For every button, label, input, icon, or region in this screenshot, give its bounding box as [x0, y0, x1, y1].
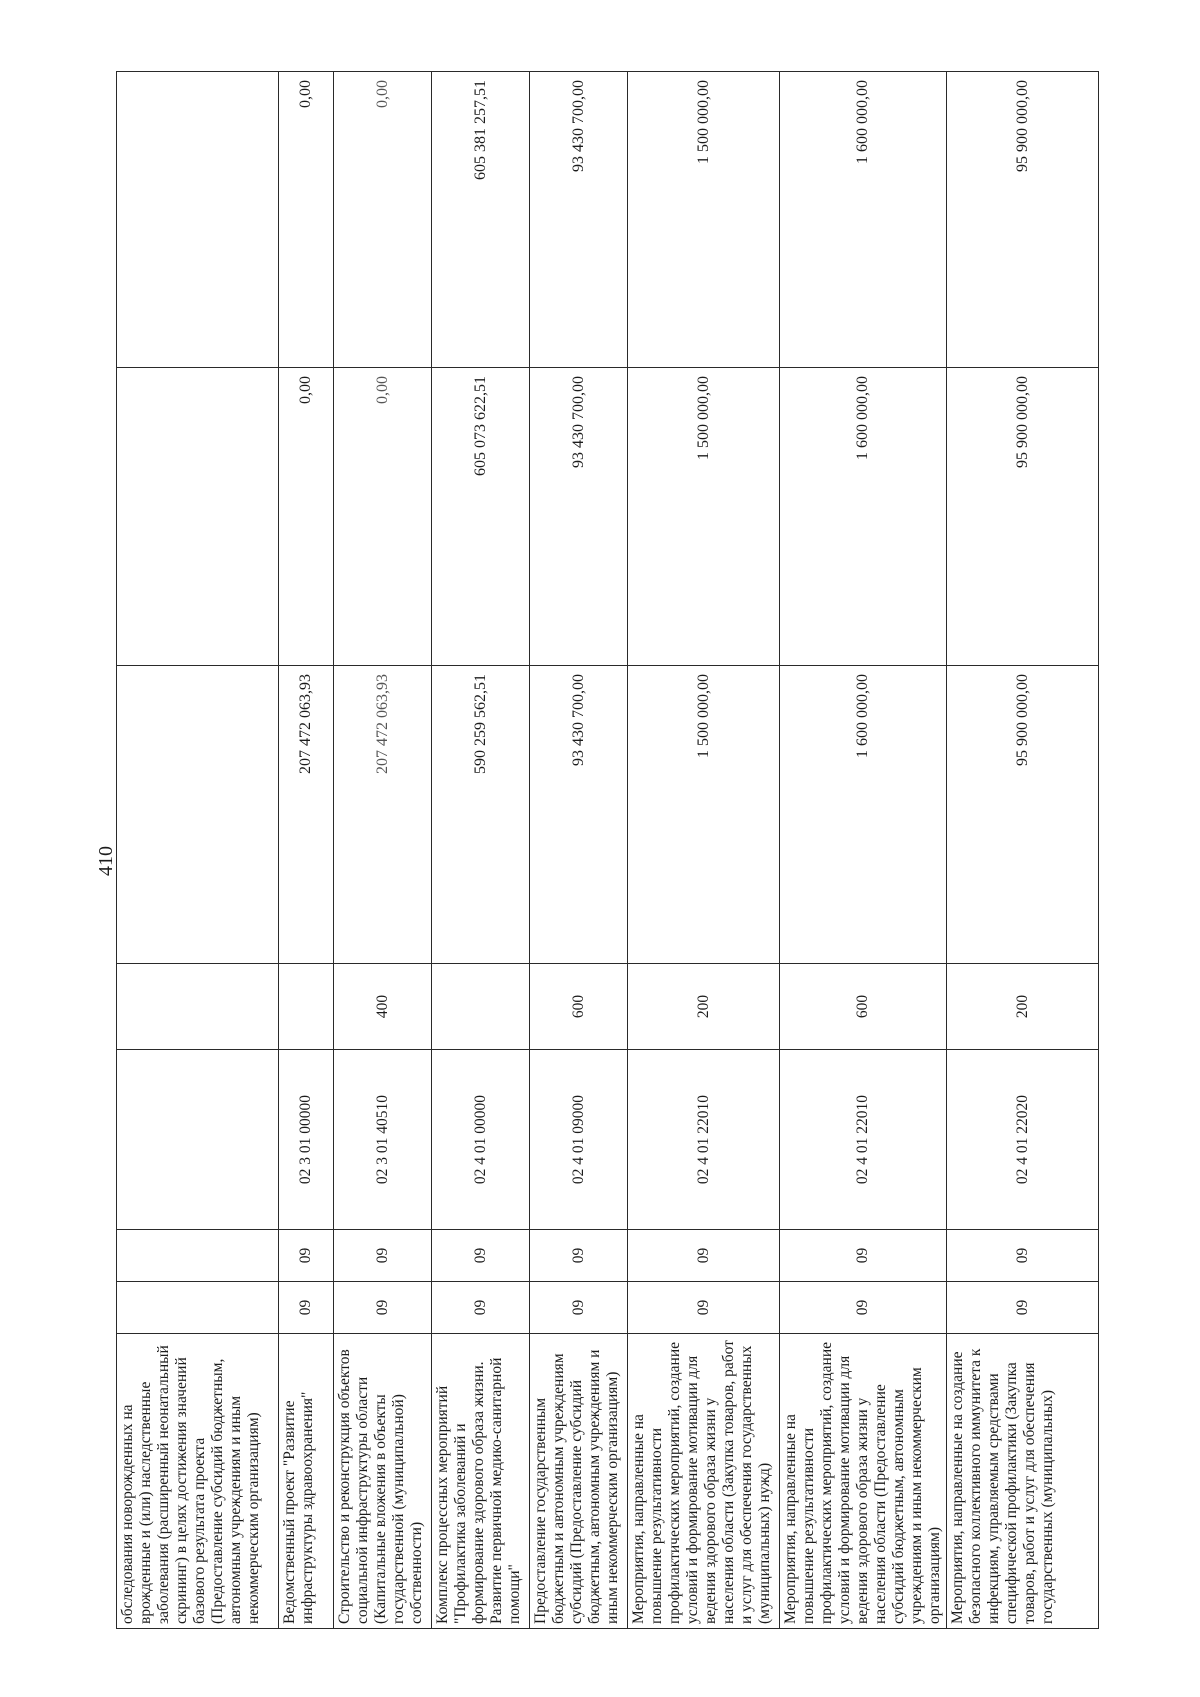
section-code: 09	[628, 1282, 780, 1334]
row-description: Мероприятия, направленные на повышение результативности профилактических мероприятий, создание условий и формирование мотивации для ведения здорового образа жизни у населения области (Закупка товаров, работ и услуг для обеспечения государственных (муниципальных) нужд)	[628, 1334, 780, 1629]
subsection-code: 09	[432, 1230, 530, 1282]
amount-year-1: 95 900 000,00	[947, 666, 1099, 964]
table-row	[432, 72, 530, 1629]
target-article-code: 02 4 01 22020	[947, 1050, 1099, 1230]
section-code	[117, 1282, 279, 1334]
amount-year-1: 1 600 000,00	[780, 666, 947, 964]
section-code: 09	[780, 1282, 947, 1334]
subsection-code: 09	[334, 1230, 432, 1282]
amount-year-3: 1 600 000,00	[780, 72, 947, 368]
amount-year-2: 0,00	[279, 368, 334, 666]
budget-table-container	[116, 72, 1083, 1629]
amount-year-2: 1 600 000,00	[780, 368, 947, 666]
amount-year-3: 0,00	[334, 72, 432, 368]
target-article-code: 02 4 01 00000	[432, 1050, 530, 1230]
amount-year-3: 93 430 700,00	[530, 72, 628, 368]
target-article-code: 02 3 01 00000	[279, 1050, 334, 1230]
target-article-code: 02 4 01 22010	[628, 1050, 780, 1230]
row-description: Комплекс процессных мероприятий "Профилактика заболеваний и формирование здорового образа жизни. Развитие первичной медико-санитарной помощи"	[432, 1334, 530, 1629]
section-code: 09	[947, 1282, 1099, 1334]
subsection-code: 09	[947, 1230, 1099, 1282]
expense-type-code	[279, 964, 334, 1050]
amount-year-2: 1 500 000,00	[628, 368, 780, 666]
amount-year-3	[117, 72, 279, 368]
row-description: Предоставление государственным бюджетным и автономным учреждениям субсидий (Предоставление субсидий бюджетным, автономным учреждениям и иным некоммерческим организациям)	[530, 1334, 628, 1629]
section-code: 09	[279, 1282, 334, 1334]
table-row	[530, 72, 628, 1629]
budget-table	[116, 71, 1099, 1629]
subsection-code: 09	[279, 1230, 334, 1282]
budget-table-rotated	[116, 72, 1083, 1629]
table-row	[780, 72, 947, 1629]
target-article-code: 02 4 01 09000	[530, 1050, 628, 1230]
section-code: 09	[432, 1282, 530, 1334]
expense-type-code: 600	[530, 964, 628, 1050]
table-row	[334, 72, 432, 1629]
page-number: 410	[95, 846, 117, 876]
row-description: Ведомственный проект "Развитие инфраструктуры здравоохранения"	[279, 1334, 334, 1629]
amount-year-1: 207 472 063,93	[279, 666, 334, 964]
amount-year-1	[117, 666, 279, 964]
subsection-code: 09	[530, 1230, 628, 1282]
amount-year-2: 93 430 700,00	[530, 368, 628, 666]
row-description: обследования новорожденных на врожденные и (или) наследственные заболевания (расширенный неонатальный скрининг) в целях достижения значений базового результата проекта (Предоставление субсидий бюджетным, автономным учреждениям и иным некоммерческим организациям)	[117, 1334, 279, 1629]
amount-year-2: 0,00	[334, 368, 432, 666]
target-article-code	[117, 1050, 279, 1230]
section-code: 09	[334, 1282, 432, 1334]
table-row	[628, 72, 780, 1629]
amount-year-3: 1 500 000,00	[628, 72, 780, 368]
row-description: Строительство и реконструкция объектов социальной инфраструктуры области (Капитальные вложения в объекты государственной (муниципальной) собственности)	[334, 1334, 432, 1629]
amount-year-3: 0,00	[279, 72, 334, 368]
expense-type-code: 400	[334, 964, 432, 1050]
table-row	[117, 72, 279, 1629]
row-description: Мероприятия, направленные на создание безопасного коллективного иммунитета к инфекциям, управляемым средствами специфической профилактики (Закупка товаров, работ и услуг для обеспечения государственных (муниципальных)	[947, 1334, 1099, 1629]
expense-type-code: 200	[628, 964, 780, 1050]
amount-year-2: 605 073 622,51	[432, 368, 530, 666]
subsection-code	[117, 1230, 279, 1282]
target-article-code: 02 3 01 40510	[334, 1050, 432, 1230]
target-article-code: 02 4 01 22010	[780, 1050, 947, 1230]
subsection-code: 09	[628, 1230, 780, 1282]
amount-year-3: 95 900 000,00	[947, 72, 1099, 368]
amount-year-3: 605 381 257,51	[432, 72, 530, 368]
expense-type-code: 600	[780, 964, 947, 1050]
amount-year-1: 207 472 063,93	[334, 666, 432, 964]
amount-year-1: 1 500 000,00	[628, 666, 780, 964]
table-row	[947, 72, 1099, 1629]
expense-type-code: 200	[947, 964, 1099, 1050]
section-code: 09	[530, 1282, 628, 1334]
table-row	[279, 72, 334, 1629]
amount-year-2	[117, 368, 279, 666]
row-description: Мероприятия, направленные на повышение результативности профилактических мероприятий, создание условий и формирование мотивации для ведения здорового образа жизни у населения области (Предоставление субсидий бюджетным, автономным учреждениям и иным некоммерческим организациям)	[780, 1334, 947, 1629]
expense-type-code	[432, 964, 530, 1050]
expense-type-code	[117, 964, 279, 1050]
amount-year-1: 590 259 562,51	[432, 666, 530, 964]
amount-year-1: 93 430 700,00	[530, 666, 628, 964]
subsection-code: 09	[780, 1230, 947, 1282]
amount-year-2: 95 900 000,00	[947, 368, 1099, 666]
